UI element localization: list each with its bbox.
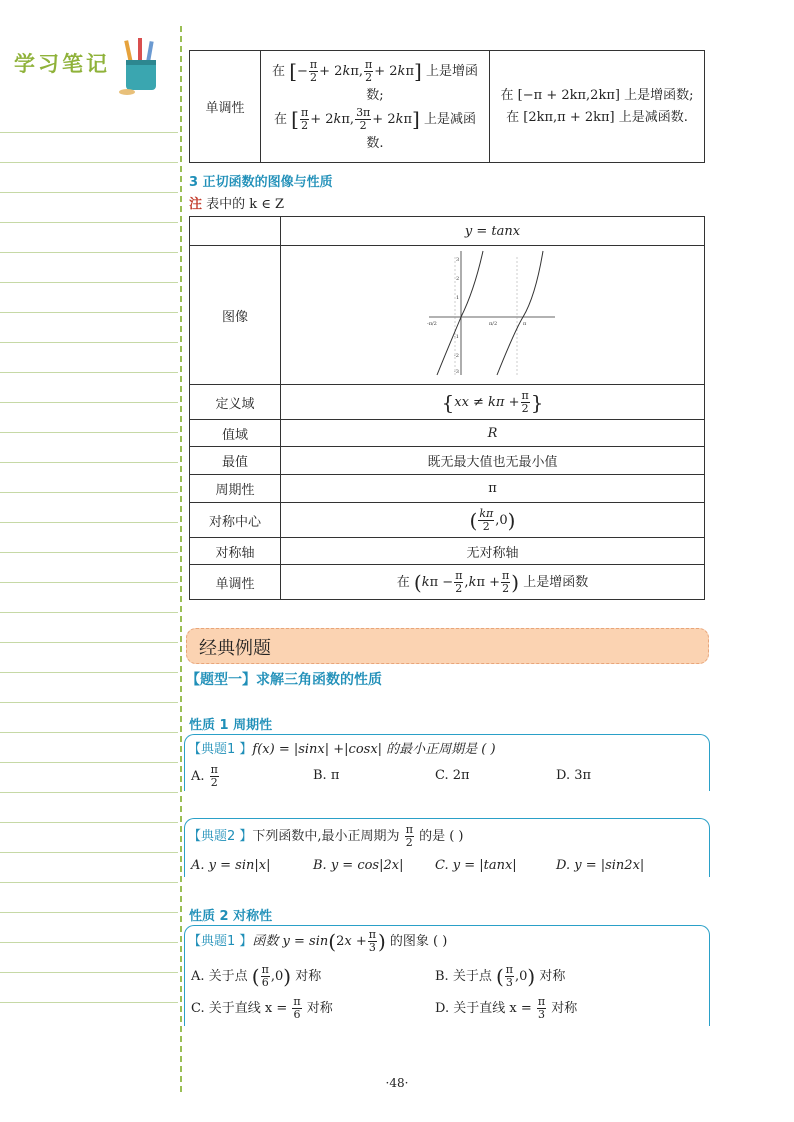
- question-text: 下列函数中,最小正周期为: [252, 829, 400, 844]
- note-rule: [0, 342, 178, 343]
- text: 在: [273, 111, 287, 127]
- y-tick-label: 2: [455, 276, 459, 282]
- domain-cell: {xx ≠ kπ + $\frac{\pi}{2}$ }: [281, 385, 705, 420]
- header-empty: [190, 217, 281, 246]
- option-label: C. 关于直线 x =: [191, 1001, 288, 1016]
- option-a[interactable]: A. y = sin|x|: [191, 858, 271, 873]
- notes-title: 学习笔记: [14, 52, 110, 76]
- note-rule: [0, 972, 178, 973]
- note-rule: [0, 672, 178, 673]
- question-text: 函数 y = sin: [252, 934, 329, 949]
- examples-banner: [186, 628, 709, 664]
- note-rule: [0, 552, 178, 553]
- option-label: A.: [191, 769, 205, 784]
- text: 在: [396, 574, 410, 590]
- option-c[interactable]: C. 2π: [435, 768, 470, 783]
- y-tick-label: -2: [453, 353, 459, 359]
- note-rule: [0, 732, 178, 733]
- text: 上是增函数: [523, 574, 589, 590]
- text: 上是增函: [425, 63, 478, 79]
- tangent-table: [189, 216, 705, 600]
- row-label: 定义域: [190, 385, 281, 420]
- note-rule: [0, 702, 178, 703]
- domain-expr: xx ≠ kπ +: [454, 394, 520, 410]
- row-label: 最值: [190, 447, 281, 475]
- note-rule: [0, 162, 178, 163]
- question-label: 【典题1 】: [188, 934, 253, 949]
- page-number: ·48·: [385, 1076, 409, 1090]
- property-title: 性质 2 对称性: [189, 909, 273, 924]
- text: 上是减函: [423, 111, 476, 127]
- option-label: D. 关于直线 x =: [435, 1001, 532, 1016]
- x-tick-label: π/2: [488, 321, 497, 327]
- option-label: B. 关于点: [435, 969, 492, 984]
- option-b[interactable]: B. y = cos|2x|: [313, 858, 404, 873]
- note-rule: [0, 222, 178, 223]
- note-rule: [0, 192, 178, 193]
- note-rule: [0, 762, 178, 763]
- note-rule: [0, 582, 178, 583]
- option-label: 对称: [295, 969, 322, 984]
- note-rule: [0, 252, 178, 253]
- range-cell: R: [281, 420, 705, 447]
- tan-graph: [423, 247, 563, 379]
- note-rule: [0, 912, 178, 913]
- text: 数;: [366, 87, 384, 103]
- row-label: 周期性: [190, 475, 281, 503]
- note-rule: [0, 522, 178, 523]
- tan-branch: [497, 251, 543, 375]
- note-rule: [0, 132, 178, 133]
- note-rule: [0, 612, 178, 613]
- symmetry-axis-cell: 无对称轴: [281, 538, 705, 565]
- cos-monotonicity-cell: [490, 51, 705, 163]
- option-a[interactable]: A. 关于点 ( $\frac{\pi}{6}$ ,0) 对称: [191, 963, 322, 989]
- x-tick-label: π: [522, 321, 526, 327]
- note-rule: [0, 372, 178, 373]
- note-rule: [0, 282, 178, 283]
- extrema-cell: 既无最大值也无最小值: [281, 447, 705, 475]
- monotonicity-table: [189, 50, 705, 163]
- type-title: 【题型一】求解三角函数的性质: [186, 672, 382, 688]
- note-rule: [0, 402, 178, 403]
- graph-cell: [281, 246, 705, 385]
- option-d[interactable]: D. y = |sin2x|: [556, 858, 645, 873]
- note-rule: [0, 462, 178, 463]
- row-label: 单调性: [190, 565, 281, 600]
- text: 在 [−π + 2kπ,2kπ] 上是增函数;: [500, 87, 694, 103]
- note-rule: [0, 312, 178, 313]
- option-c[interactable]: C. y = |tanx|: [435, 858, 517, 873]
- option-label: A. 关于点: [191, 969, 248, 984]
- row-label: 对称中心: [190, 503, 281, 538]
- row-label: 值域: [190, 420, 281, 447]
- monotonicity-cell: 在 (kπ − $\frac{\pi}{2}$ ,kπ + $\frac{\pi}{2}$ ) 上是增函数: [281, 565, 705, 600]
- header-function: y = tanx: [281, 217, 705, 246]
- option-d[interactable]: D. 3π: [556, 768, 592, 783]
- symmetry-center-cell: ( $\frac{k\pi}{2}$ ,0): [281, 503, 705, 538]
- question: [188, 738, 496, 757]
- note-rule: [0, 1002, 178, 1003]
- row-label: 对称轴: [190, 538, 281, 565]
- note-text: 表中的 k ∈ Z: [206, 197, 285, 212]
- pencil-cup-icon: [118, 38, 164, 96]
- option-label: 对称: [306, 1001, 333, 1016]
- banner-title: 经典例题: [199, 638, 271, 659]
- note-rule: [0, 942, 178, 943]
- note-rule: [0, 822, 178, 823]
- question-label: 【典题2 】: [188, 829, 253, 844]
- note-rule: [0, 792, 178, 793]
- option-c[interactable]: C. 关于直线 x = $\frac{\pi}{6}$ 对称: [191, 995, 333, 1021]
- section-title: 3 正切函数的图像与性质: [189, 175, 333, 190]
- y-tick-label: 3: [455, 257, 459, 263]
- option-b[interactable]: B. π: [313, 768, 340, 783]
- option-a[interactable]: A. $\frac{\pi}{2}$: [191, 763, 218, 789]
- question-text: 的图象 ( ): [389, 934, 448, 949]
- option-label: 对称: [551, 1001, 578, 1016]
- tan-branch: [437, 251, 483, 375]
- option-b[interactable]: B. 关于点 ( $\frac{\pi}{3}$ ,0) 对称: [435, 963, 566, 989]
- notes-margin: [0, 0, 178, 1122]
- row-label: 图像: [190, 246, 281, 385]
- margin-divider: [180, 26, 182, 1092]
- property-title: 性质 1 周期性: [189, 718, 273, 733]
- question-label: 【典题1 】: [188, 742, 253, 757]
- option-d[interactable]: D. 关于直线 x = $\frac{\pi}{3}$ 对称: [435, 995, 578, 1021]
- note-rule: [0, 642, 178, 643]
- y-tick-label: 1: [455, 295, 459, 301]
- question: 【典题1 】函数 y = sin(2x + $\frac{\pi}{3}$ ) 的图象 ( ): [188, 928, 448, 954]
- y-tick-label: -3: [453, 369, 459, 375]
- question-text: f(x) = |sinx| +|cosx| 的最小正周期是 ( ): [252, 742, 496, 757]
- period-cell: π: [281, 475, 705, 503]
- x-tick-label: -π/2: [426, 321, 437, 327]
- note-rule: [0, 852, 178, 853]
- note-rule: [0, 492, 178, 493]
- note-rule: [0, 432, 178, 433]
- text: 在 [2kπ,π + 2kπ] 上是减函数.: [506, 109, 688, 125]
- y-tick-label: -1: [453, 334, 459, 340]
- note-mark: 注: [189, 197, 203, 212]
- question-text: 的是 ( ): [419, 829, 464, 844]
- text: 在: [272, 63, 286, 79]
- note: [189, 193, 284, 212]
- note-rule: [0, 882, 178, 883]
- row-label: 单调性: [190, 51, 261, 163]
- text: 数.: [366, 135, 384, 151]
- sin-monotonicity-cell: 在 [− $\frac{\pi}{2}$ + 2kπ, $\frac{\pi}{2}$ + 2kπ] 上是增函 数; 在 [ $\frac{\pi}{2}$ + 2kπ, $\frac{3\pi}{2}$ + 2kπ] 上是减函 数.: [261, 51, 490, 163]
- question: 【典题2 】下列函数中,最小正周期为 $\frac{\pi}{2}$ 的是 ( ): [188, 823, 464, 849]
- option-label: 对称: [539, 969, 566, 984]
